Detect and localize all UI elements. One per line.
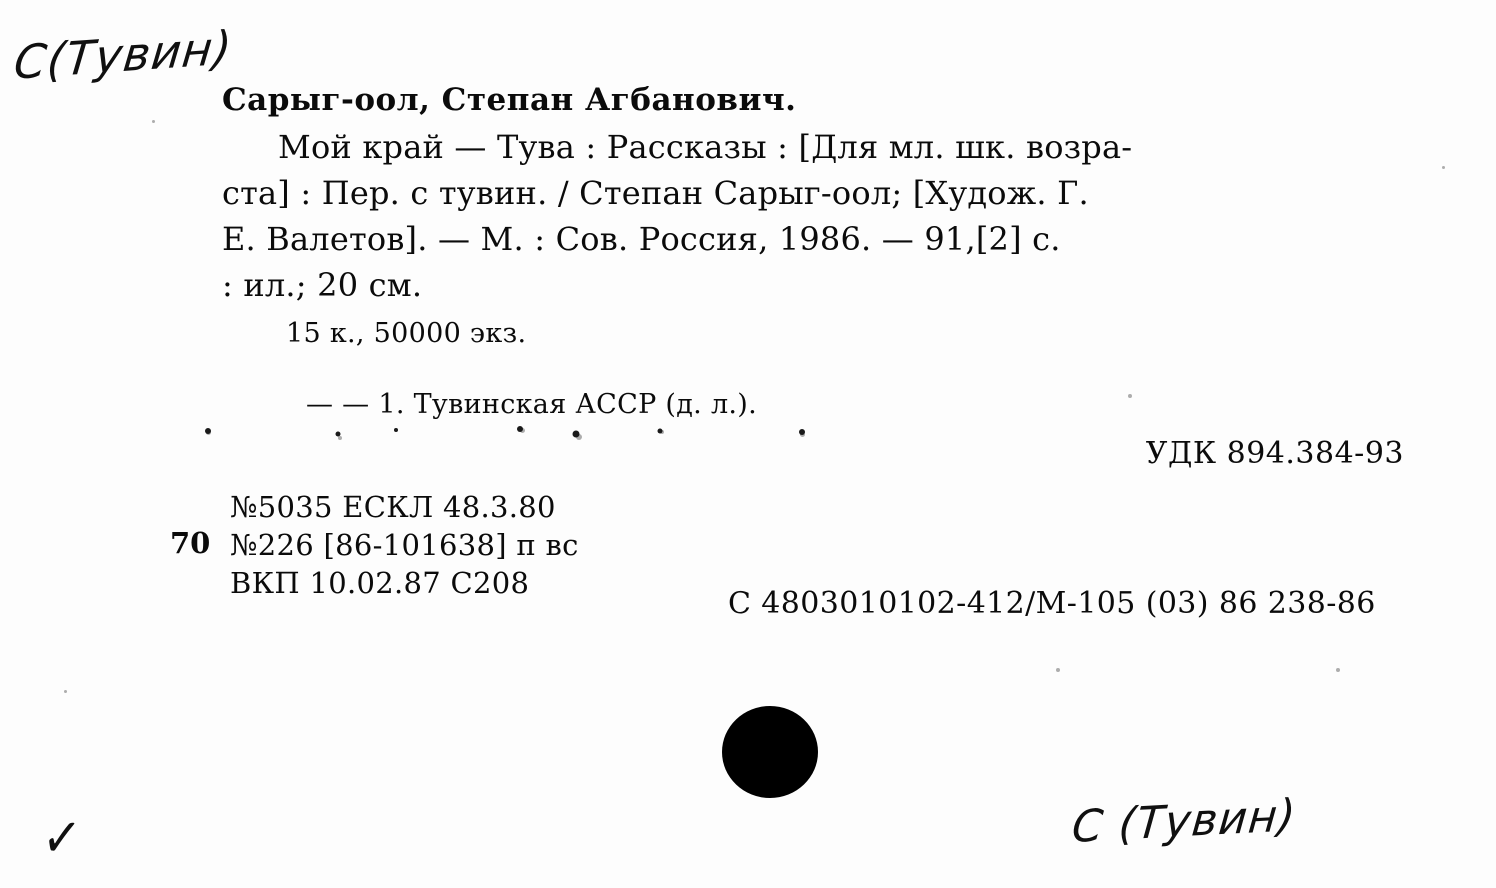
bibliographic-record: [222, 82, 1412, 420]
udk-classification: УДК 894.384-93: [1145, 436, 1404, 471]
paper-speck: [152, 120, 155, 123]
publisher-footer-code: С 4803010102-412/М-105 (03) 86 238-86: [728, 586, 1376, 621]
handwritten-shelfmark-top: С(Тувин): [11, 20, 236, 90]
ink-blot: [722, 706, 818, 798]
title-line: ста] : Пер. с тувин. / Степан Сарыг-оол; [Худож. Г.: [222, 174, 1089, 212]
control-block-number: 70: [170, 526, 211, 560]
paper-speck: [1056, 668, 1060, 672]
dotted-separator: [190, 424, 830, 438]
control-line: ВКП 10.02.87 С208: [230, 566, 530, 600]
paper-speck: [1336, 668, 1340, 672]
handwritten-shelfmark-bottom: С (Тувин): [1069, 789, 1299, 854]
control-line: №226 [86-101638] п вс: [230, 528, 579, 562]
control-block: [230, 488, 579, 602]
title-line: Мой край — Тува : Рассказы : [Для мл. шк. возра-: [278, 128, 1133, 166]
title-line: Е. Валетов]. — М. : Сов. Россия, 1986. — 91,[2] с.: [222, 220, 1061, 258]
price-and-print-run: 15 к., 50000 экз.: [286, 318, 527, 349]
control-line: №5035 ЕСКЛ 48.3.80: [230, 490, 556, 524]
paper-speck: [1442, 166, 1445, 169]
paper-speck: [64, 690, 67, 693]
author-heading: Сарыг-оол, Степан Агбанович.: [222, 82, 797, 118]
title-line: : ил.; 20 см.: [222, 266, 423, 304]
handwritten-check-mark: ✓: [39, 804, 85, 873]
subject-tracing: — — 1. Тувинская АССР (д. л.).: [306, 389, 757, 420]
